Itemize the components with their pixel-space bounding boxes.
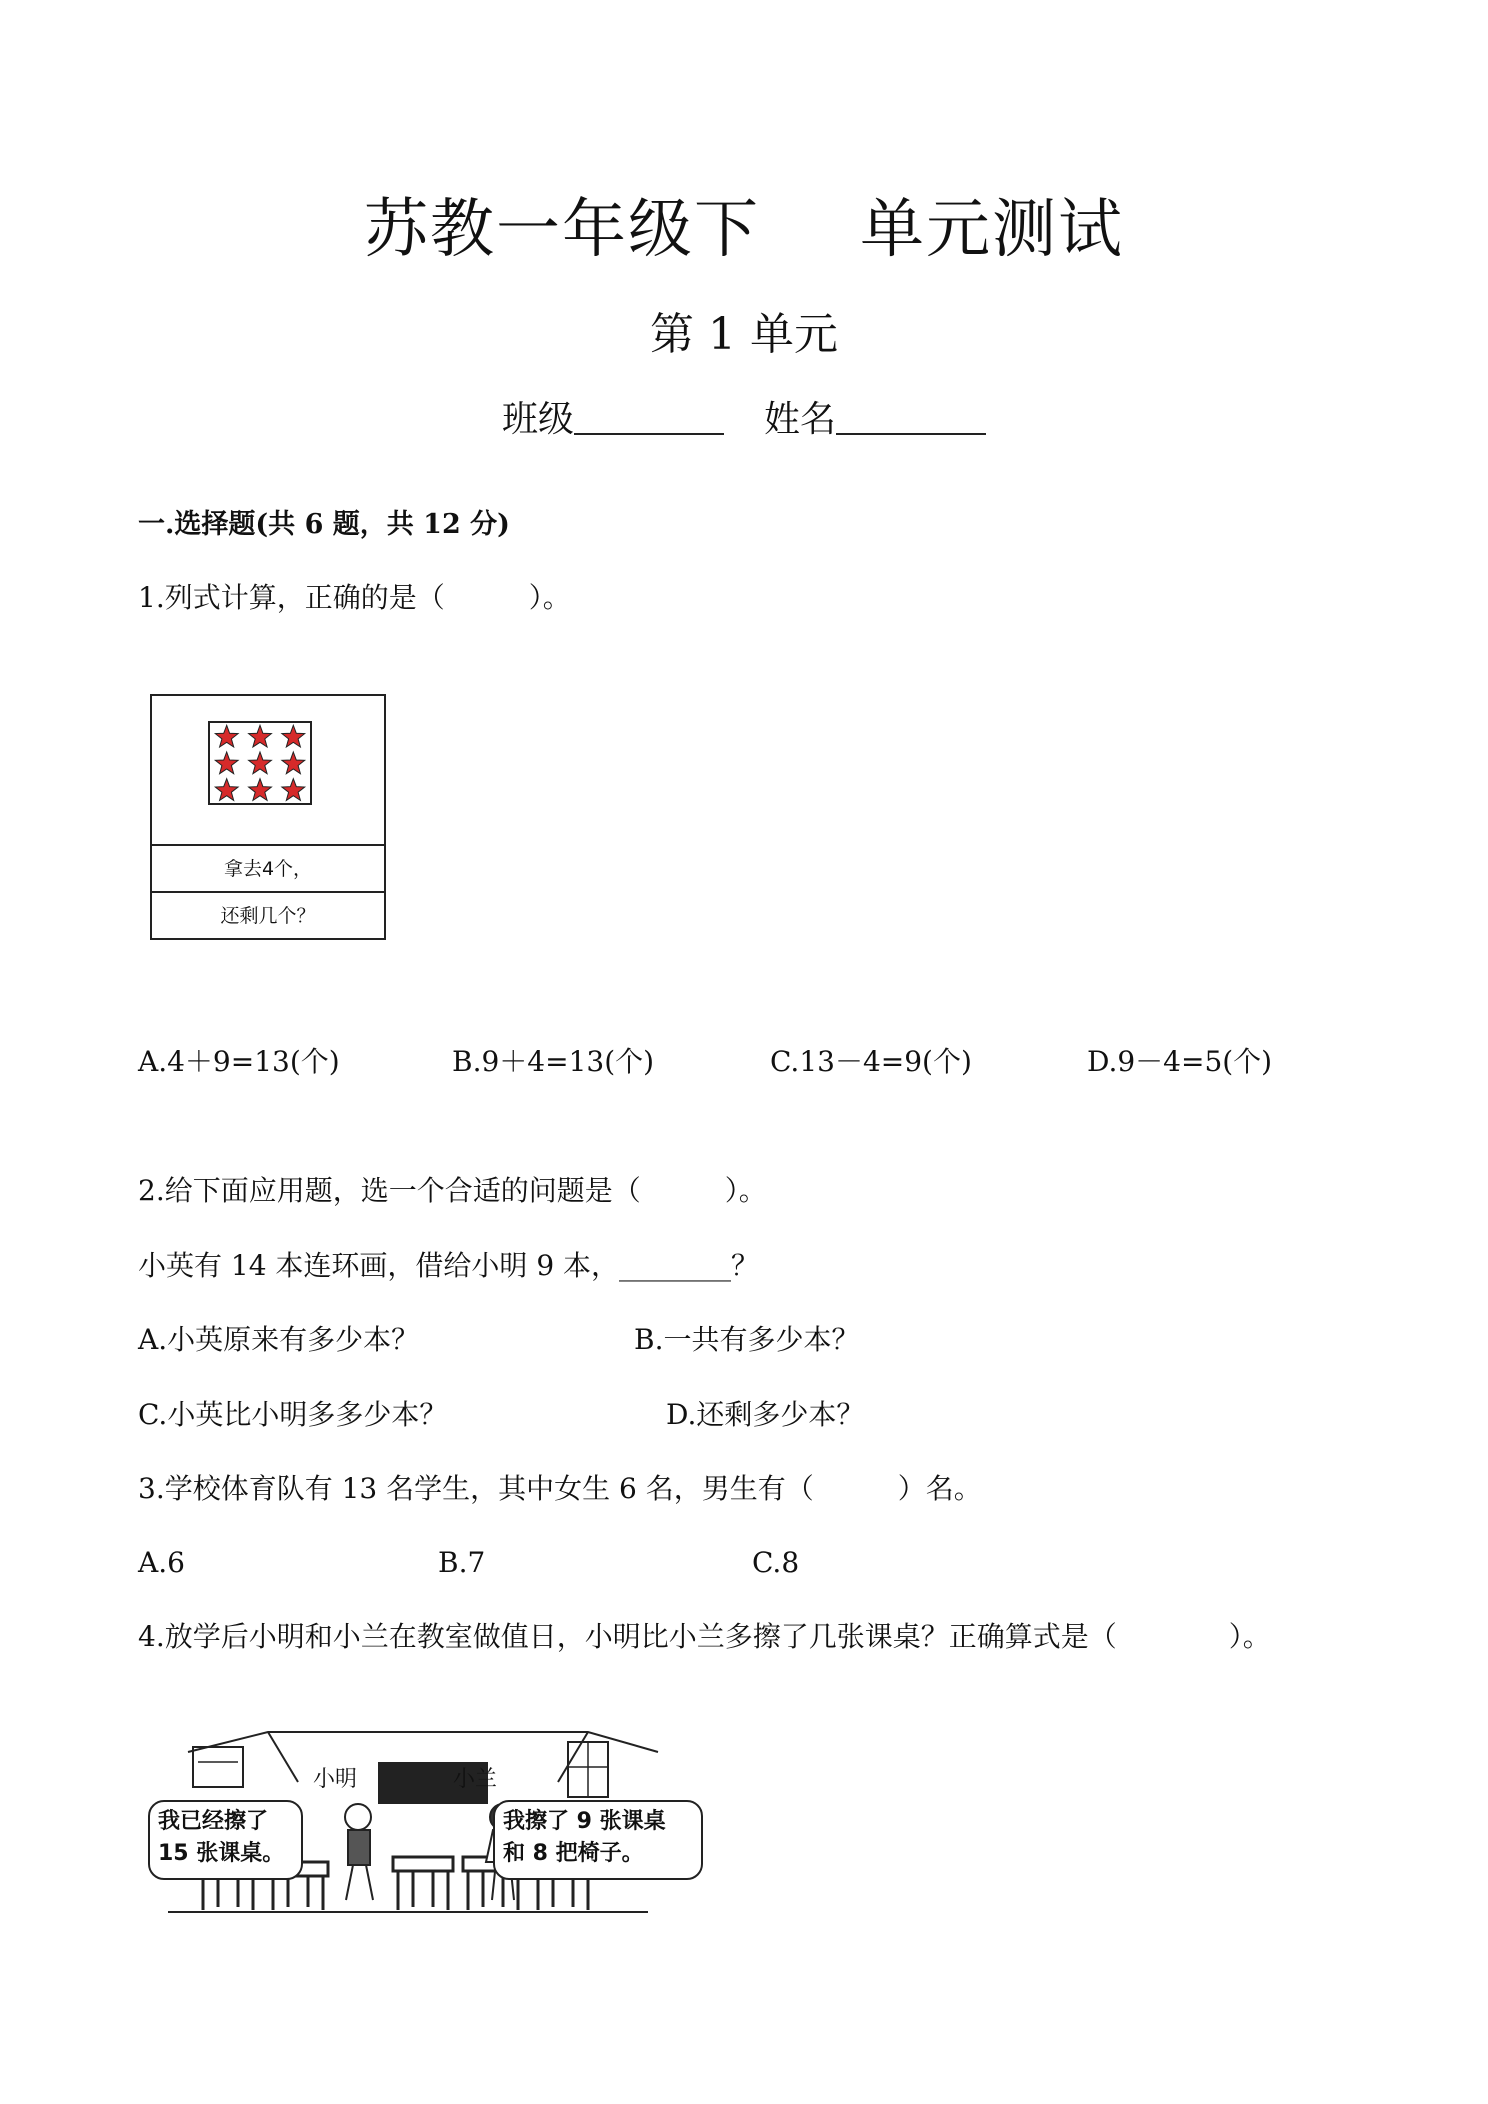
q2-option-a[interactable]: A.小英原来有多少本？ [138,1323,420,1356]
page-title [0,190,1488,270]
q2-option-d[interactable]: D.还剩多少本？ [666,1398,865,1431]
star-icon [215,725,238,747]
star-icon [249,725,272,747]
star-icon [282,752,305,774]
figure-line-1: 拿去4个， [223,858,313,880]
class-label: 班级 [501,399,574,440]
bubble-right-line-1: 我擦了 9 张课桌 [503,1809,666,1834]
class-blank[interactable] [574,397,724,435]
title-left: 苏教一年级下 [364,193,760,267]
q1-option-b[interactable]: B.9＋4=13(个) [452,1045,655,1078]
star-icon [282,725,305,747]
question-1-stem: 1.列式计算，正确的是（ ）。 [138,581,571,614]
star-grid [208,721,312,805]
star-icon [215,752,238,774]
bubble-right-line-2: 和 8 把椅子。 [503,1841,644,1866]
figure-line-2: 还剩几个？ [220,905,316,927]
q1-option-a[interactable]: A.4＋9=13(个) [138,1045,340,1078]
speech-bubble-left [148,1800,303,1880]
q2-option-b[interactable]: B.一共有多少本？ [634,1323,860,1356]
star-icon [249,779,272,801]
star-icon [215,779,238,801]
q3-option-a[interactable]: A.6 [138,1546,185,1579]
q1-option-d[interactable]: D.9－4=5(个) [1087,1045,1273,1078]
question-4-stem: 4.放学后小明和小兰在教室做值日，小明比小兰多擦了几张课桌？正确算式是（ ）。 [138,1620,1271,1653]
unit-subtitle: 第 1 单元 [650,309,838,360]
q3-option-b[interactable]: B.7 [438,1546,486,1579]
q1-option-c[interactable]: C.13－4=9(个) [770,1045,972,1078]
star-icon [249,752,272,774]
name-tag-xiaolan: 小兰 [453,1767,498,1792]
speech-bubble-right [493,1800,703,1880]
question-4-illustration [148,1722,718,1922]
q2-option-c[interactable]: C.小英比小明多多少本？ [138,1398,448,1431]
title-right: 单元测试 [860,193,1124,267]
star-icon [282,779,305,801]
bubble-left-line-2: 15 张课桌。 [158,1841,285,1866]
section-heading: 一.选择题(共 6 题，共 12 分) [138,509,510,540]
q3-option-c[interactable]: C.8 [752,1546,800,1579]
student-info-line [0,395,1488,445]
name-blank[interactable] [836,397,986,435]
question-2-context: 小英有 14 本连环画，借给小明 9 本，________？ [138,1249,760,1282]
bubble-left-line-1: 我已经擦了 [158,1809,269,1834]
question-2-stem: 2.给下面应用题，选一个合适的问题是（ ）。 [138,1174,767,1207]
star-grid-svg [210,723,310,803]
question-1-figure [150,694,386,940]
name-label: 姓名 [764,399,837,440]
question-3-stem: 3.学校体育队有 13 名学生，其中女生 6 名，男生有（ ）名。 [138,1472,982,1505]
name-tag-xiaoming: 小明 [313,1767,358,1792]
